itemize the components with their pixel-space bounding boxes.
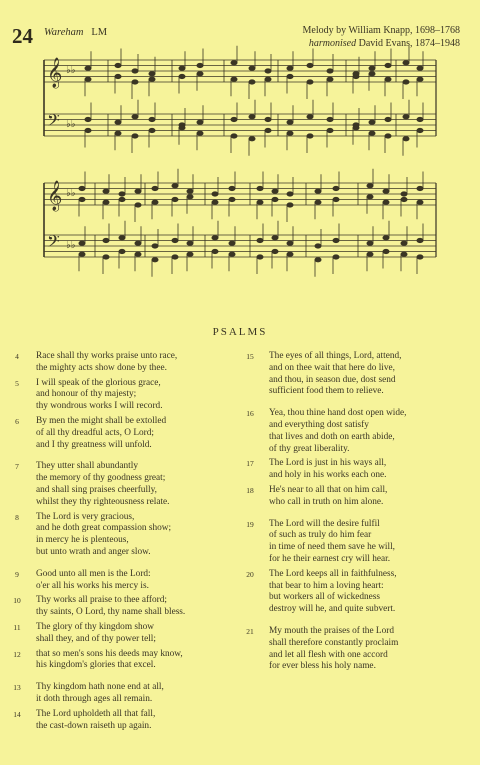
note-head [229, 252, 235, 257]
note-head [115, 120, 121, 125]
note-head [417, 186, 423, 191]
note-head [327, 69, 333, 74]
note-head [287, 120, 293, 125]
verse-line: Good unto all men is the Lord: [36, 568, 151, 579]
note-head [333, 255, 339, 260]
note-head [229, 186, 235, 191]
verse-line: the memory of thy goodness great; [36, 473, 166, 484]
note-head [179, 66, 185, 71]
verse [10, 378, 238, 413]
verse-line: The Lord will the desire fulfil [269, 518, 380, 529]
key-signature-icon: ♭♭ [66, 119, 76, 130]
verse-number: 9 [15, 569, 19, 579]
note-head [307, 80, 313, 85]
verse-line: He's near to all that on him call, [269, 484, 388, 495]
verse-number: 17 [246, 459, 254, 469]
verse-number: 11 [13, 622, 21, 632]
verse [243, 485, 475, 509]
note-head [401, 241, 407, 246]
verse-line: They utter shall abundantly [36, 461, 138, 472]
note-head [85, 128, 91, 133]
note-head [287, 131, 293, 136]
verse-line: The glory of thy kingdom show [36, 621, 155, 632]
verse [243, 351, 475, 398]
verse-line: for he their earnest cry will hear. [269, 553, 391, 564]
verse-line: I will speak of the glorious grace, [36, 377, 161, 388]
note-head [327, 77, 333, 82]
harmony-credit: David Evans, 1874–1948 [358, 38, 460, 49]
note-head [385, 134, 391, 139]
note-head [385, 77, 391, 82]
verse-line: but workers all of wickedness [269, 592, 381, 603]
note-head [249, 80, 255, 85]
note-head [307, 63, 313, 68]
note-head [272, 235, 278, 240]
note-head [229, 197, 235, 202]
note-head [257, 238, 263, 243]
verse-line: shall they, and of thy power tell; [36, 633, 156, 644]
note-head [187, 189, 193, 194]
verse-number: 5 [15, 378, 19, 388]
note-head [172, 183, 178, 188]
treble-clef-icon: 𝄞 [47, 181, 63, 211]
verse-line: for ever bless his holy name. [269, 661, 376, 672]
verse [10, 461, 238, 508]
note-head [79, 241, 85, 246]
note-head [249, 66, 255, 71]
note-head [385, 117, 391, 122]
clefs [47, 57, 76, 255]
verse [10, 622, 238, 646]
verse-line: The Lord is very gracious, [36, 511, 135, 522]
note-head [367, 194, 373, 199]
note-head [287, 203, 293, 208]
note-head [417, 238, 423, 243]
verse-number: 15 [246, 352, 254, 361]
note-head [212, 249, 218, 254]
verse-line: that bear to him a loving heart: [269, 580, 384, 591]
note-head [315, 200, 321, 205]
note-head [132, 114, 138, 119]
verse-line: and I thy greatness will unfold. [36, 439, 152, 450]
note-head [369, 131, 375, 136]
verse-number: 7 [15, 462, 19, 472]
verse-line: the cast-down raiseth up again. [36, 720, 152, 731]
verse-line: o'er all his works his mercy is. [36, 580, 149, 591]
note-head [417, 117, 423, 122]
harmony-prefix: harmonised [308, 38, 357, 49]
note-head [119, 197, 125, 202]
verse-line: that so men's sons his deeds may know, [36, 648, 183, 659]
note-head [119, 235, 125, 240]
verse [10, 649, 238, 673]
note-head [179, 125, 185, 130]
note-head [383, 235, 389, 240]
note-head [333, 197, 339, 202]
note-head [231, 77, 237, 82]
verse-line: and thou, in season due, dost send [269, 374, 396, 385]
note-head [103, 255, 109, 260]
note-head [119, 192, 125, 197]
note-head [369, 66, 375, 71]
note-head [149, 71, 155, 76]
note-head [197, 63, 203, 68]
verse-number: 18 [246, 485, 254, 495]
note-head [115, 74, 121, 79]
verse-line: and let all flesh with one accord [269, 649, 388, 660]
note-head [197, 120, 203, 125]
verse-line: Thy works all praise to thee afford; [36, 595, 167, 606]
verse-number: 4 [15, 352, 19, 361]
note-head [287, 241, 293, 246]
note-head [333, 186, 339, 191]
verse-line: and shall sing praises cheerfully, [36, 484, 157, 495]
verse-line: The Lord is just in his ways all, [269, 458, 387, 469]
note-head [369, 71, 375, 76]
verse-line: Race shall thy works praise unto race, [36, 351, 178, 361]
note-head [172, 197, 178, 202]
verse-line: thy wondrous works I will record. [36, 401, 163, 412]
note-head [353, 125, 359, 130]
note-head [257, 200, 263, 205]
note-head [287, 66, 293, 71]
note-head [333, 238, 339, 243]
note-head [272, 197, 278, 202]
note-head [212, 235, 218, 240]
note-head [417, 66, 423, 71]
note-head [401, 197, 407, 202]
verse-line: who call in truth on him alone. [269, 496, 384, 507]
note-head [135, 203, 141, 208]
note-head [187, 194, 193, 199]
verse-line: of such as truly do him fear [269, 530, 372, 541]
verse-number: 14 [13, 709, 21, 719]
note-head [315, 189, 321, 194]
verse-number: 6 [15, 416, 19, 426]
key-signature-icon: ♭♭ [66, 240, 76, 251]
note-head [172, 238, 178, 243]
note-head [149, 128, 155, 133]
verse-line: his kingdom's glories that excel. [36, 660, 156, 671]
treble-clef-icon: 𝄞 [47, 58, 63, 88]
note-head [417, 128, 423, 133]
note-head [135, 189, 141, 194]
verse-line: but unto wrath and anger slow. [36, 546, 151, 557]
verse-line: of thy great liberality. [269, 443, 350, 454]
verse [243, 408, 475, 455]
note-head [172, 255, 178, 260]
note-head [103, 238, 109, 243]
verse [10, 512, 238, 559]
note-head [367, 183, 373, 188]
note-head [197, 71, 203, 76]
staff-lines [44, 60, 436, 257]
bass-clef-icon: 𝄢 [47, 231, 60, 255]
note-head [115, 63, 121, 68]
verse-line: By men the might shall be extolled [36, 415, 167, 426]
note-head [287, 74, 293, 79]
verse-line: whilst they thy righteousness relate. [36, 496, 170, 507]
note-head [231, 134, 237, 139]
note-head [103, 189, 109, 194]
note-head [85, 66, 91, 71]
note-head [85, 77, 91, 82]
note-head [79, 197, 85, 202]
verse-line: and holy in his works each one. [269, 470, 387, 481]
verse-line: in time of need them save he will, [269, 542, 395, 553]
tune-name: Wareham [44, 27, 84, 38]
verse [10, 682, 238, 706]
verse-number: 20 [246, 569, 254, 579]
note-head [79, 186, 85, 191]
note-head [119, 249, 125, 254]
barlines [44, 60, 436, 257]
note-head [307, 114, 313, 119]
note-head [85, 117, 91, 122]
note-head [353, 74, 359, 79]
verse-number: 21 [246, 626, 254, 636]
note-head [401, 252, 407, 257]
note-head [383, 200, 389, 205]
note-head [383, 189, 389, 194]
note-head [152, 200, 158, 205]
note-head [383, 249, 389, 254]
verse-line: shall therefore constantly proclaim [269, 637, 399, 648]
note-head [249, 114, 255, 119]
verse-number: 19 [246, 519, 254, 529]
note-head [265, 77, 271, 82]
verse [10, 416, 238, 451]
verse-line: The Lord upholdeth all that fall, [36, 708, 156, 719]
note-head [149, 117, 155, 122]
note-head [401, 192, 407, 197]
note-head [369, 120, 375, 125]
verses-left-column [10, 351, 238, 732]
note-head [327, 128, 333, 133]
verse [243, 519, 475, 566]
key-signature-icon: ♭♭ [66, 65, 76, 76]
note-head [115, 131, 121, 136]
note-head [152, 244, 158, 249]
note-head [417, 77, 423, 82]
note-head [265, 128, 271, 133]
note-head [265, 117, 271, 122]
note-head [287, 192, 293, 197]
verse [10, 595, 238, 619]
note-head [212, 200, 218, 205]
verse [243, 569, 475, 616]
note-head [272, 249, 278, 254]
note-head [307, 134, 313, 139]
verse [243, 458, 475, 482]
hymn-number: 24 [12, 24, 33, 48]
note-head [367, 241, 373, 246]
note-head [231, 60, 237, 65]
verse-line: and he doth great compassion show; [36, 523, 172, 534]
note-head [132, 80, 138, 85]
verse-number: 16 [246, 409, 254, 419]
notes [79, 46, 423, 277]
note-head [229, 241, 235, 246]
verse-line: Thy kingdom hath none end at all, [36, 682, 164, 693]
note-head [79, 252, 85, 257]
note-head [187, 252, 193, 257]
verse [10, 351, 238, 375]
verse-line: The eyes of all things, Lord, attend, [269, 351, 402, 361]
verse-line: and everything dost satisfy [269, 419, 369, 430]
verse-line: destroy will he, and quite subvert. [269, 604, 396, 615]
verse-number: 8 [15, 512, 19, 522]
note-head [327, 117, 333, 122]
note-head [403, 114, 409, 119]
note-head [135, 241, 141, 246]
meter: LM [91, 27, 108, 38]
bass-clef-icon: 𝄢 [47, 110, 60, 134]
note-head [272, 189, 278, 194]
note-head [403, 136, 409, 141]
note-head [257, 255, 263, 260]
verse-number: 10 [13, 596, 21, 606]
section-title: PSALMS [212, 326, 268, 338]
verse-line: My mouth the praises of the Lord [269, 625, 394, 636]
verse-number: 12 [13, 649, 21, 659]
note-head [187, 241, 193, 246]
note-head [417, 255, 423, 260]
note-head [179, 74, 185, 79]
note-head [197, 131, 203, 136]
note-head [132, 134, 138, 139]
note-head [152, 186, 158, 191]
note-head [367, 252, 373, 257]
verse-line: in mercy he is plenteous, [36, 535, 129, 546]
note-head [403, 80, 409, 85]
music-score [0, 0, 480, 300]
note-head [315, 244, 321, 249]
note-head [417, 200, 423, 205]
note-head [385, 63, 391, 68]
note-head [212, 192, 218, 197]
note-head [103, 200, 109, 205]
verse-line: and on thee wait that here do live, [269, 362, 395, 373]
verse-line: Yea, thou thine hand dost open wide, [269, 408, 407, 419]
melody-credit: Melody by William Knapp, 1698–1768 [302, 25, 460, 36]
verse-line: The Lord keeps all in faithfulness, [269, 568, 397, 579]
verse-line: thy saints, O Lord, thy name shall bless. [36, 607, 186, 618]
note-head [257, 186, 263, 191]
verse-line: and honour of thy majesty; [36, 389, 137, 400]
note-head [249, 136, 255, 141]
note-head [315, 257, 321, 262]
verse-line: the mighty acts show done by thee. [36, 362, 167, 373]
note-head [403, 60, 409, 65]
note-head [152, 257, 158, 262]
verse-line: it doth through ages all remain. [36, 693, 153, 704]
verse-line: that lives and doth on earth abide, [269, 431, 395, 442]
verse [10, 709, 238, 733]
key-signature-icon: ♭♭ [66, 188, 76, 199]
verse-line: sufficient food them to relieve. [269, 386, 384, 397]
verse [243, 626, 475, 673]
verse-number: 13 [13, 683, 21, 693]
note-head [265, 69, 271, 74]
verse [10, 569, 238, 593]
note-head [231, 117, 237, 122]
note-head [135, 252, 141, 257]
verse-line: of all thy dreadful acts, O Lord; [36, 427, 154, 438]
note-head [149, 77, 155, 82]
note-head [132, 69, 138, 74]
verses-right-column [243, 351, 475, 673]
note-head [287, 252, 293, 257]
